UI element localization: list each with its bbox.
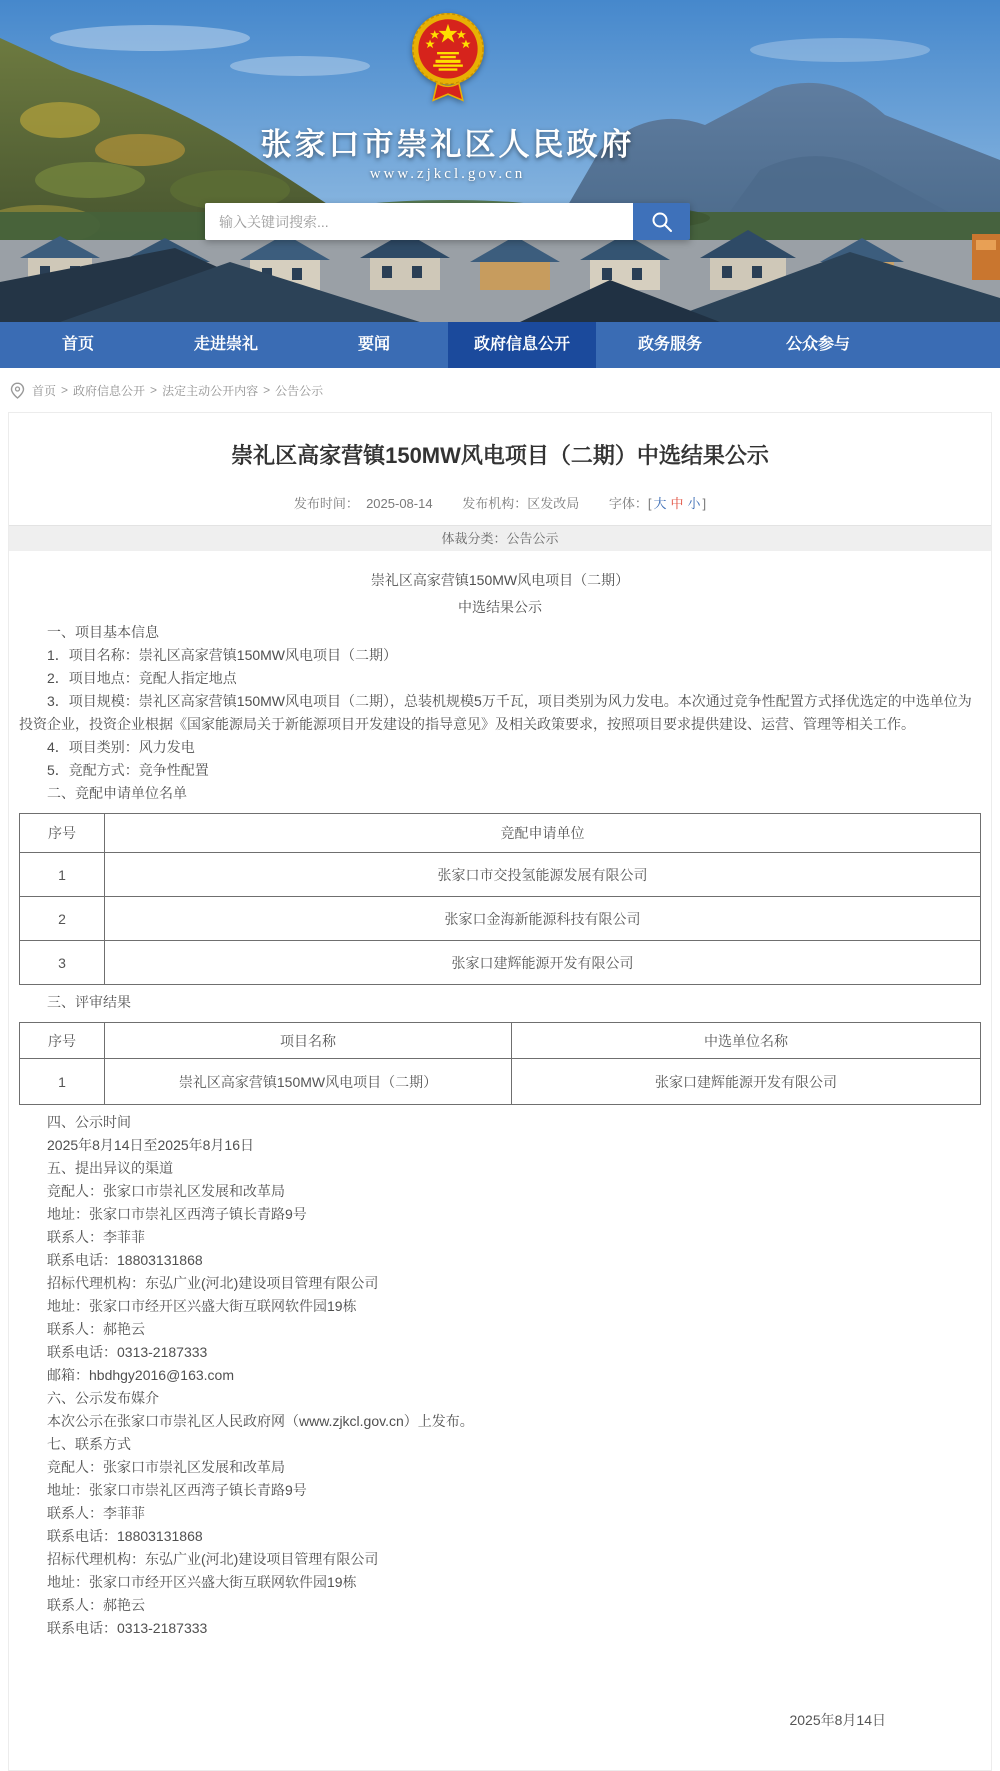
table-header-cell: 序号 xyxy=(20,814,105,853)
header-banner xyxy=(0,0,1000,322)
body-paragraph: 邮箱：hbdhgy2016@163.com xyxy=(47,1367,234,1383)
font-size-controls: 字体：[ 大 中 小 ] xyxy=(608,496,707,511)
breadcrumb-separator: > xyxy=(263,383,271,397)
body-paragraph: 联系电话：0313-2187333 xyxy=(47,1620,208,1636)
nav-item-gov-info-disclosure[interactable]: 政府信息公开 xyxy=(448,322,596,368)
table-row xyxy=(20,897,981,941)
body-paragraph: 5．竞配方式：竞争性配置 xyxy=(47,762,209,778)
body-paragraph: 联系人：李菲菲 xyxy=(47,1505,145,1521)
breadcrumb-separator: > xyxy=(61,383,69,397)
table-row xyxy=(20,1059,981,1105)
nav-item-gov-services[interactable]: 政务服务 xyxy=(637,336,702,353)
table-cell: 崇礼区高家营镇150MW风电项目（二期） xyxy=(105,1059,512,1105)
body-paragraph: 六、公示发布媒介 xyxy=(47,1390,159,1406)
document-date: 2025年8月14日 xyxy=(789,1712,886,1728)
publish-agency: 发布机构：区发改局 xyxy=(462,496,580,511)
article-title: 崇礼区高家营镇150MW风电项目（二期）中选结果公示 xyxy=(231,443,769,468)
search-icon xyxy=(650,210,674,234)
table-cell: 张家口建辉能源开发有限公司 xyxy=(512,1059,981,1105)
body-paragraph: 联系电话：18803131868 xyxy=(47,1528,203,1544)
location-pin-icon xyxy=(10,382,25,399)
body-paragraph: 地址：张家口市崇礼区西湾子镇长青路9号 xyxy=(47,1482,307,1498)
search-button[interactable] xyxy=(633,203,690,240)
china-national-emblem-icon xyxy=(409,8,487,110)
search-bar xyxy=(205,203,690,240)
body-paragraph: 本次公示在张家口市崇礼区人民政府网（www.zjkcl.gov.cn）上发布。 xyxy=(47,1413,474,1429)
body-paragraph: 一、项目基本信息 xyxy=(47,624,159,640)
banner-content xyxy=(205,0,690,240)
body-paragraph: 竞配人：张家口市崇礼区发展和改革局 xyxy=(47,1183,285,1199)
body-paragraph: 招标代理机构：东弘广业(河北)建设项目管理有限公司 xyxy=(47,1275,379,1291)
publish-time: 发布时间： 2025-08-14 xyxy=(293,496,433,511)
table-cell: 1 xyxy=(20,1059,105,1105)
body-paragraph: 联系人：郝艳云 xyxy=(47,1321,145,1337)
body-paragraph: 地址：张家口市经开区兴盛大街互联网软件园19栋 xyxy=(47,1298,357,1314)
doc-title-line: 崇礼区高家营镇150MW风电项目（二期） xyxy=(370,572,630,588)
table-row xyxy=(20,853,981,897)
content-container xyxy=(8,412,992,1771)
article-meta xyxy=(9,470,991,526)
table-header-row xyxy=(20,814,981,853)
main-nav xyxy=(0,322,1000,368)
table-cell: 2 xyxy=(20,897,105,941)
font-size-medium-button[interactable]: 中 xyxy=(670,496,684,511)
nav-item-public-participation[interactable]: 公众参与 xyxy=(785,336,850,353)
table-cell: 张家口金海新能源科技有限公司 xyxy=(105,897,981,941)
table-row xyxy=(20,941,981,985)
table-cell: 张家口建辉能源开发有限公司 xyxy=(105,941,981,985)
body-paragraph: 七、联系方式 xyxy=(47,1436,131,1452)
body-paragraph: 联系电话：18803131868 xyxy=(47,1252,203,1268)
breadcrumb-gov-info[interactable]: 政府信息公开 xyxy=(73,383,146,398)
font-size-large-button[interactable]: 大 xyxy=(653,496,667,511)
nav-item-about-chongli[interactable]: 走进崇礼 xyxy=(193,336,258,353)
body-paragraph: 联系人：李菲菲 xyxy=(47,1229,145,1245)
body-paragraph: 地址：张家口市崇礼区西湾子镇长青路9号 xyxy=(47,1206,307,1222)
body-paragraph: 3．项目规模：崇礼区高家营镇150MW风电项目（二期），总装机规模5万千瓦，项目类别为风力发电。本次通过竞争性配置方式择优选定的中选单位为投资企业，投资企业根据《国家能源局关于新能源项目开发建设的指导意见》及相关政策要求，按照项目要求提供建设、运营、管理等相关工作。 xyxy=(19,693,972,732)
breadcrumb-announcements[interactable]: 公告公示 xyxy=(275,383,324,398)
site-url: www.zjkcl.gov.cn xyxy=(369,166,526,182)
table-cell: 3 xyxy=(20,941,105,985)
nav-item-news[interactable]: 要闻 xyxy=(357,336,390,353)
body-paragraph: 竞配人：张家口市崇礼区发展和改革局 xyxy=(47,1459,285,1475)
body-paragraph: 2．项目地点：竞配人指定地点 xyxy=(47,670,237,686)
breadcrumb xyxy=(0,368,1000,412)
font-size-small-button[interactable]: 小 xyxy=(687,496,701,511)
body-paragraph: 4．项目类别：风力发电 xyxy=(47,739,195,755)
table-cell: 1 xyxy=(20,853,105,897)
table-header-cell: 竞配申请单位 xyxy=(105,814,981,853)
breadcrumb-statutory-disclosure[interactable]: 法定主动公开内容 xyxy=(162,383,259,398)
category-band: 体裁分类：公告公示 xyxy=(9,526,991,551)
breadcrumb-separator: > xyxy=(150,383,158,397)
table-header-row xyxy=(20,1023,981,1059)
body-paragraph: 二、竞配申请单位名单 xyxy=(47,785,187,801)
body-paragraph: 招标代理机构：东弘广业(河北)建设项目管理有限公司 xyxy=(47,1551,379,1567)
body-paragraph: 联系人：郝艳云 xyxy=(47,1597,145,1613)
breadcrumb-home[interactable]: 首页 xyxy=(32,383,57,398)
body-intro-paragraphs xyxy=(19,621,981,805)
doc-title-line: 中选结果公示 xyxy=(458,599,542,615)
applicants-table xyxy=(19,813,981,985)
body-paragraph: 三、评审结果 xyxy=(47,994,131,1010)
body-paragraph: 2025年8月14日至2025年8月16日 xyxy=(47,1137,255,1153)
site-title: 张家口市崇礼区人民政府 xyxy=(260,127,635,162)
article-body xyxy=(9,551,991,1770)
table-header-cell: 项目名称 xyxy=(105,1023,512,1059)
table-cell: 张家口市交投氢能源发展有限公司 xyxy=(105,853,981,897)
table-header-cell: 序号 xyxy=(20,1023,105,1059)
body-paragraph: 地址：张家口市经开区兴盛大街互联网软件园19栋 xyxy=(47,1574,357,1590)
table-header-cell: 中选单位名称 xyxy=(512,1023,981,1059)
body-paragraph: 联系电话：0313-2187333 xyxy=(47,1344,208,1360)
body-paragraph: 四、公示时间 xyxy=(47,1114,131,1130)
search-input[interactable] xyxy=(205,203,633,240)
body-paragraph: 1．项目名称：崇礼区高家营镇150MW风电项目（二期） xyxy=(47,647,398,663)
nav-item-home[interactable]: 首页 xyxy=(61,336,94,353)
body-paragraph: 五、提出异议的渠道 xyxy=(47,1160,173,1176)
results-table xyxy=(19,1022,981,1105)
body-after-paragraphs xyxy=(19,1111,981,1640)
